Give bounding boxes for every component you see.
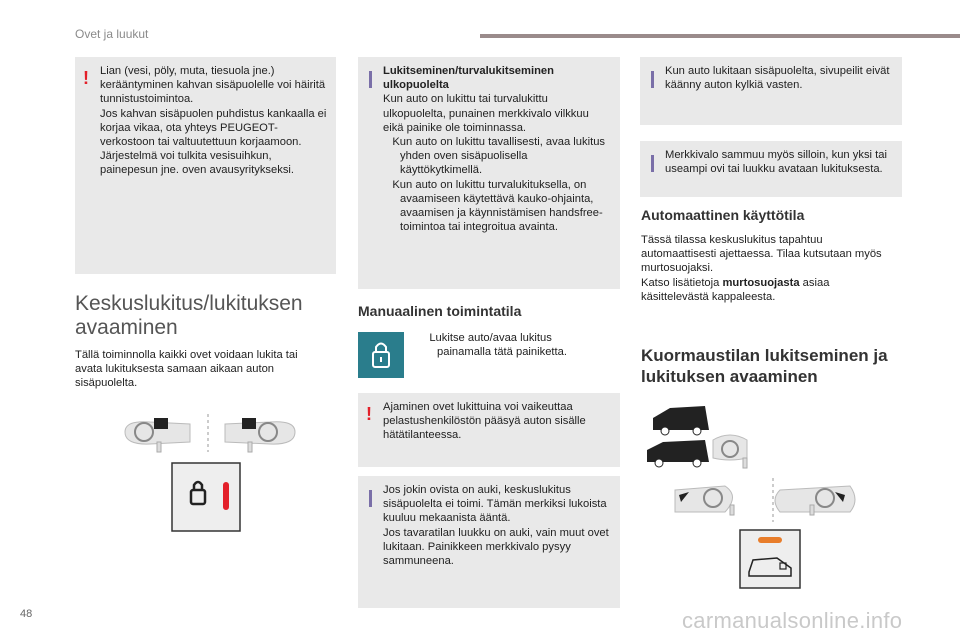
automatic-mode-text: Tässä tilassa keskuslukitus tapahtuu automaattisesti ajettaessa. Tilaa kutsutaan myös murtosuojaksi. Katso lisätietoja murtosuojasta asiaa käsittelevästä kappaleesta. — [641, 234, 882, 303]
warning-icon: ! — [83, 68, 89, 88]
cargo-locking-heading: Kuormaustilan lukitseminen ja lukituksen avaaminen — [641, 346, 888, 386]
lock-button-icon — [358, 332, 404, 378]
info-text-2: Jos tavaratilan luukku on auki, vain muut ovet lukitaan. Painikkeen merkkivalo pysyy sammuneena. — [383, 526, 609, 568]
cargo-lock-illustration — [645, 400, 860, 590]
header-bar — [480, 34, 960, 38]
info-bullet-2: Kun auto on lukittu turvalukituksella, on avaamiseen käytettävä kauko-ohjainta, avaamisen ja käynnistämisen handsfree-toimintoa tai integroitua avainta. — [392, 178, 603, 234]
info-box-mirrors — [640, 57, 902, 125]
info-icon — [369, 490, 372, 507]
warning-text-1: Lian (vesi, pöly, muta, tiesuola jne.) kerääntyminen kahvan sisäpuolelle voi häiritä tunnistustoimintoa. — [100, 65, 326, 106]
warning-text: Ajaminen ovet lukittuina voi vaikeuttaa pelastushenkilöstön pääsyä auton sisälle hätätilanteessa. — [383, 401, 586, 442]
section-title: Ovet ja luukut — [75, 27, 149, 41]
warning-text-2: Jos kahvan sisäpuolen puhdistus kankaalla ei korjaa vikaa, ota yhteys PEUGEOT-verkostoon tai valtuutettuun korjaamoon. — [100, 107, 327, 149]
central-locking-body: Tällä toiminnolla kaikki ovet voidaan lukita tai avata lukituksesta samaan aikaan auton sisäpuolelta. — [75, 349, 298, 390]
info-text: Kun auto lukitaan sisäpuolelta, sivupeilit eivät käänny auton kylkiä vasten. — [665, 65, 890, 92]
warning-box-handle-dirt — [75, 57, 336, 274]
dashboard-illustration — [120, 410, 300, 455]
central-locking-heading: Keskuslukitus/lukituksen avaaminen — [75, 292, 303, 339]
manual-mode-text: Lukitse auto/avaa lukitus painamalla tätä painiketta. — [429, 332, 567, 359]
watermark: carmanualsonline.info — [682, 608, 903, 633]
info-text: Merkkivalo sammuu myös silloin, kun yksi tai useampi ovi tai luukku avataan lukituksesta. — [665, 149, 887, 176]
warning-text-3: Järjestelmä voi tulkita vesisuihkun, painepesun jne. oven avausyritykseksi. — [100, 150, 295, 177]
info-icon — [651, 155, 654, 172]
info-text-1: Jos jokin ovista on auki, keskuslukitus sisäpuolelta ei toimi. Tämän merkiksi lukoista kuuluu mekaanista ääntä. — [383, 484, 607, 525]
info-box-exterior-locking — [358, 57, 620, 289]
manual-mode-heading: Manuaalinen toimintatila — [358, 303, 522, 319]
warning-icon: ! — [366, 404, 372, 424]
info-icon — [369, 71, 372, 88]
info-icon — [651, 71, 654, 88]
info-text: Kun auto on lukittu tai turvalukittu ulkopuolelta, punainen merkkivalo vilkkuu eikä painike ole toiminnassa. — [383, 93, 589, 134]
automatic-mode-heading: Automaattinen käyttötila — [641, 207, 805, 223]
page-number: 48 — [20, 608, 33, 620]
warning-box-driving-locked — [358, 393, 620, 467]
info-bullet-1: Kun auto on lukittu tavallisesti, avaa lukitus yhden oven sisäpuolisella käyttökytkimellä. — [392, 136, 606, 177]
info-title: Lukitseminen/turvalukitseminen ulkopuolelta — [383, 65, 554, 92]
info-box-door-open — [358, 476, 620, 608]
info-box-indicator — [640, 141, 902, 197]
lock-switch-panel — [171, 462, 241, 532]
